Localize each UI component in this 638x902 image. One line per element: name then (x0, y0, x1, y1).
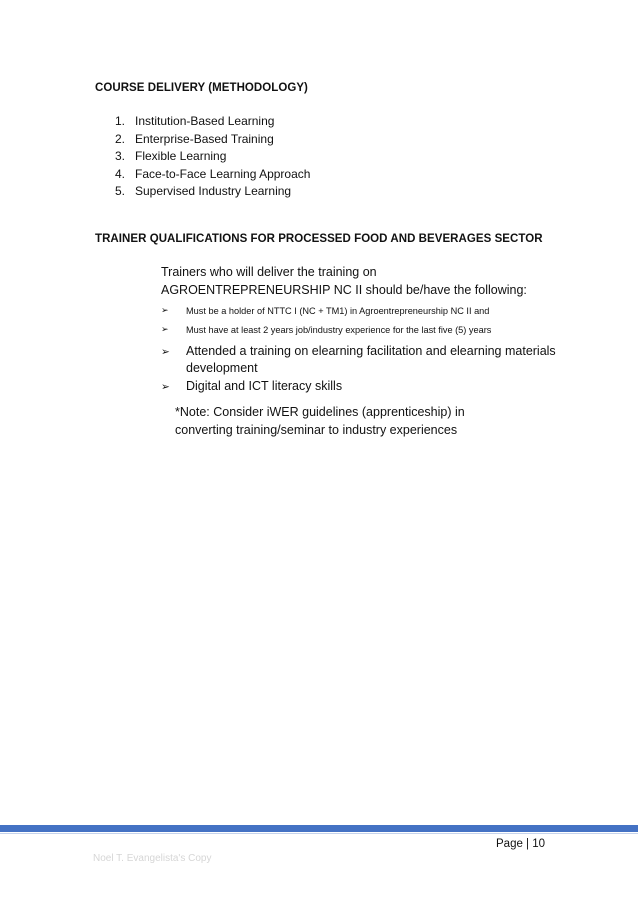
list-item (115, 148, 310, 166)
trainer-intro (161, 263, 561, 299)
list-item-number: 3. (115, 149, 126, 164)
list-item (161, 325, 581, 335)
list-item (161, 306, 581, 316)
list-item-text: Supervised Industry Learning (135, 184, 292, 199)
list-item (161, 343, 581, 377)
trainer-qualifications-heading: TRAINER QUALIFICATIONS FOR PROCESSED FOOD AND BEVERAGES SECTOR (95, 233, 543, 245)
list-item-number: 4. (115, 166, 126, 181)
arrow-bullet-icon: ➢ (161, 346, 170, 358)
trainer-requirements-list (161, 306, 581, 396)
list-item-text: Institution-Based Learning (135, 114, 275, 128)
footer-divider-thin (0, 833, 638, 834)
trainer-intro-line: Trainers who will deliver the training on (161, 265, 377, 279)
list-item-text: Attended a training on elearning facilitation and elearning materials development (186, 344, 556, 375)
page-number: Page | 10 (496, 838, 546, 850)
trainer-intro-line: AGROENTREPRENEURSHIP NC II should be/have the following: (161, 283, 527, 297)
arrow-bullet-icon: ➢ (161, 306, 169, 316)
footer-divider (0, 825, 638, 832)
arrow-bullet-icon: ➢ (161, 324, 169, 335)
list-item-text: Flexible Learning (135, 149, 227, 164)
arrow-bullet-icon: ➢ (161, 381, 170, 393)
list-item-text: Enterprise-Based Training (135, 131, 274, 146)
list-item (115, 166, 310, 184)
list-item-number: 1. (115, 114, 126, 128)
list-item-text: Must have at least 2 years job/industry experience for the last five (5) years (186, 324, 492, 335)
list-item-text: Digital and ICT literacy skills (186, 379, 343, 393)
course-delivery-heading: COURSE DELIVERY (METHODOLOGY) (95, 82, 308, 94)
note-text (175, 403, 555, 439)
list-item (115, 131, 310, 149)
list-item-text: Face-to-Face Learning Approach (135, 166, 311, 181)
note-line: *Note: Consider iWER guidelines (apprenticeship) in (175, 405, 465, 419)
list-item (115, 113, 310, 131)
list-item (161, 378, 581, 395)
course-delivery-list (115, 113, 310, 201)
list-item (115, 183, 310, 201)
list-item-number: 5. (115, 184, 126, 199)
list-item-text: Must be a holder of NTTC I (NC + TM1) in Agroentrepreneurship NC II and (186, 306, 490, 316)
copy-watermark: Noel T. Evangelista's Copy (93, 853, 212, 864)
note-line: converting training/seminar to industry experiences (175, 423, 458, 437)
list-item-number: 2. (115, 131, 126, 146)
